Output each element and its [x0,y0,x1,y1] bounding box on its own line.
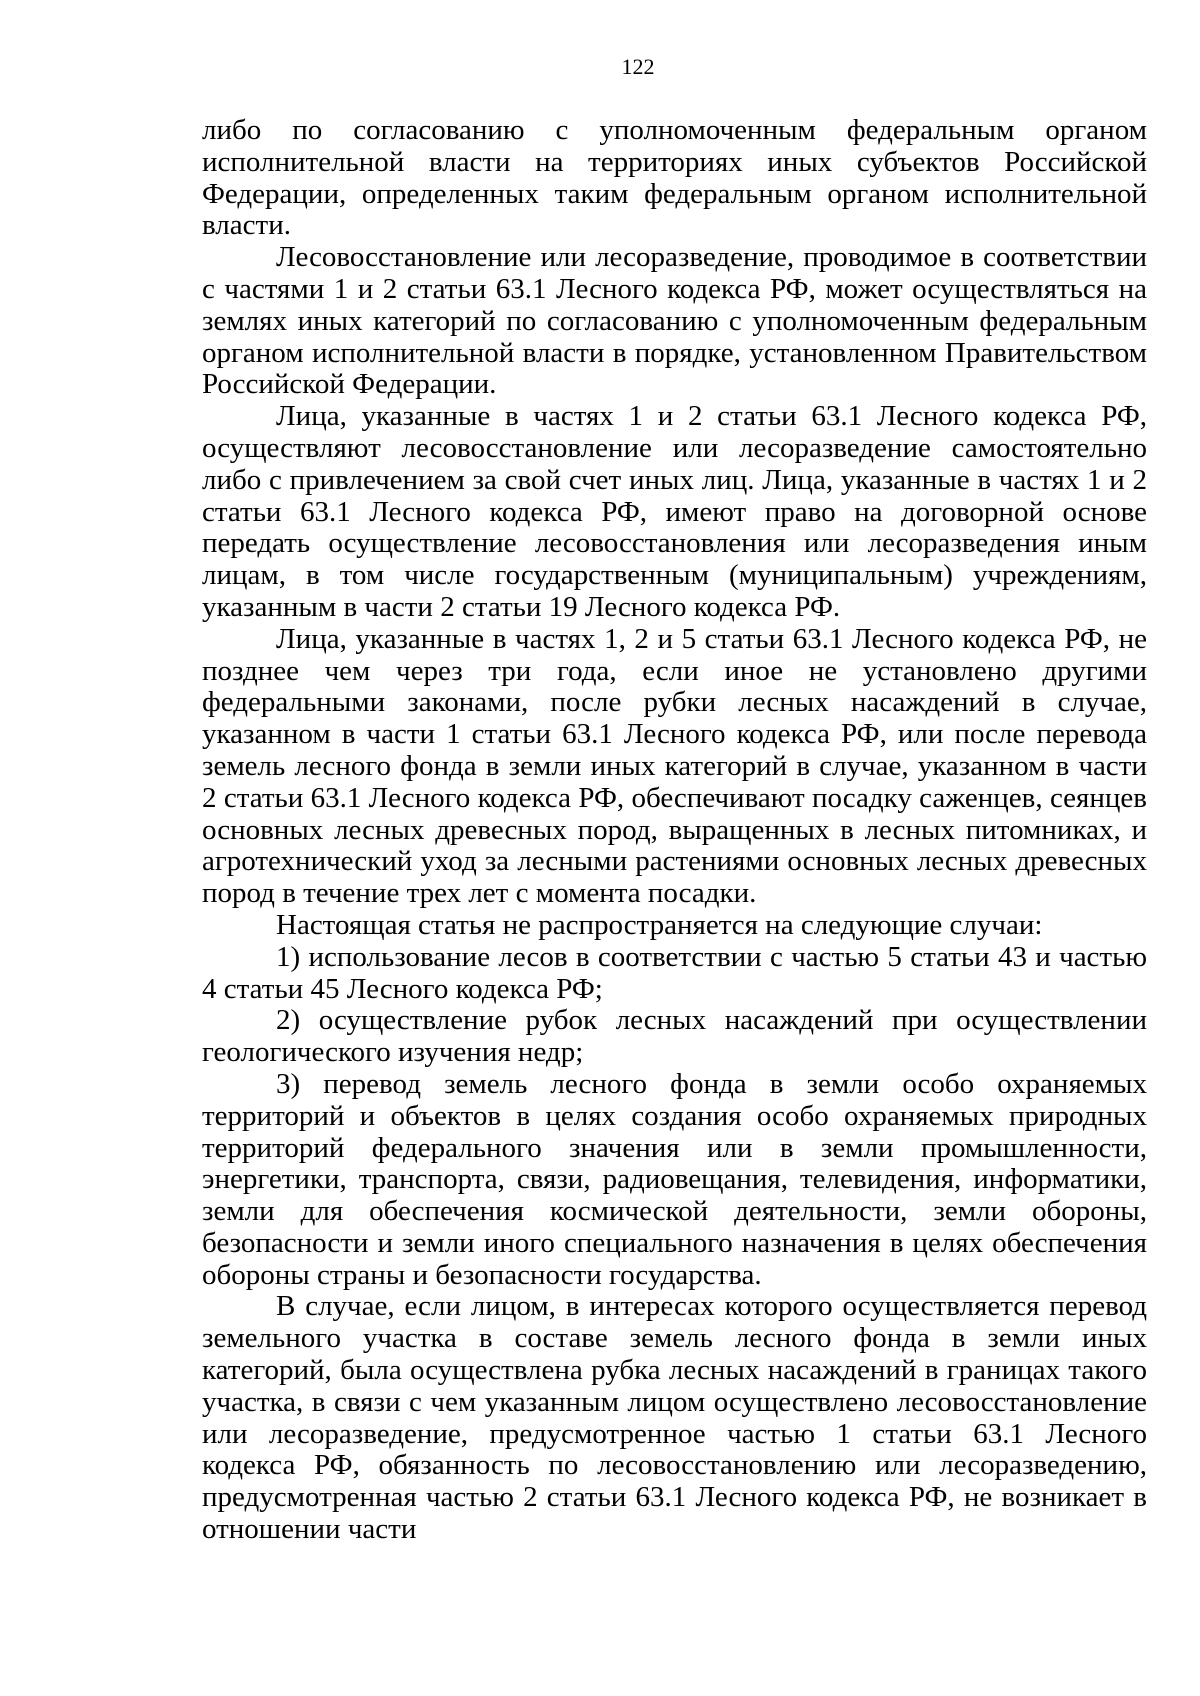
page-number: 122 [621,54,655,79]
list-item-3: 3) перевод земель лесного фонда в земли особо охраняемых территорий и объектов в целях создания особо охраняемых природных территорий федерального значения или в земли промышленности, энергетики, транспорта, связи, радиовещания, телевидения, информатики, земли для обеспечения космической деятельности, земли обороны, безопасности и земли иного специального назначения в целях обеспечения обороны страны и безопасности государства. [202,1067,1147,1291]
paragraph-exceptions-intro: Настоящая статья не распространяется на следующие случаи: [276,908,1043,941]
paragraph-continuation: либо по согласованию с уполномоченным федеральным органом исполнительной власти на территориях иных субъектов Российской Федерации, определенных таким федеральным органом исполнительной власти. [202,114,1147,242]
document-body [202,115,1147,1546]
list-item-1: 1) использование лесов в соответствии с частью 5 статьи 43 и частью 4 статьи 45 Лесного кодекса РФ; [202,940,1147,1005]
paragraph-persons-parts-1-2: Лица, указанные в частях 1 и 2 статьи 63.1 Лесного кодекса РФ, осуществляют лесовосстановление или лесоразведение самостоятельно либо с привлечением за свой счет иных лиц. Лица, указанные в частях 1 и 2 статьи 63.1 Лесного кодекса РФ, имеют право на договорной основе передать осуществление лесовосстановления или лесоразведения иным лицам, в том числе государственным (муниципальным) учреждениям, указанным в части 2 статьи 19 Лесного кодекса РФ. [202,400,1147,623]
paragraph-reforestation-lands: Лесовосстановление или лесоразведение, проводимое в соответствии с частями 1 и 2 статьи 63.1 Лесного кодекса РФ, может осуществляться на землях иных категорий по согласованию с уполномоченным федеральным органом исполнительной власти в порядке, установленном Правительством Российской Федерации. [202,241,1147,401]
paragraph-transfer-case: В случае, если лицом, в интересах которого осуществляется перевод земельного участка в составе земель лесного фонда в земли иных категорий, была осуществлена рубка лесных насаждений в границах такого участка, в связи с чем указанным лицом осуществлено лесовосстановление или лесоразведение, предусмотренное частью 1 статьи 63.1 Лесного кодекса РФ, обязанность по лесовосстановлению или лесоразведению, предусмотренная частью 2 статьи 63.1 Лесного кодекса РФ, не возникает в отношении части [202,1290,1147,1546]
paragraph-persons-parts-1-2-5: Лица, указанные в частях 1, 2 и 5 статьи 63.1 Лесного кодекса РФ, не позднее чем через три года, если иное не установлено другими федеральными законами, после рубки лесных насаждений в случае, указанном в части 1 статьи 63.1 Лесного кодекса РФ, или после перевода земель лесного фонда в земли иных категорий в случае, указанном в части 2 статьи 63.1 Лесного кодекса РФ, обеспечивают посадку саженцев, сеянцев основных лесных древесных пород, выращенных в лесных питомниках, и агротехнический уход за лесными растениями основных лесных древесных пород в течение трех лет с момента посадки. [202,622,1147,910]
list-item-2: 2) осуществление рубок лесных насаждений при осуществлении геологического изучения недр; [202,1004,1147,1069]
